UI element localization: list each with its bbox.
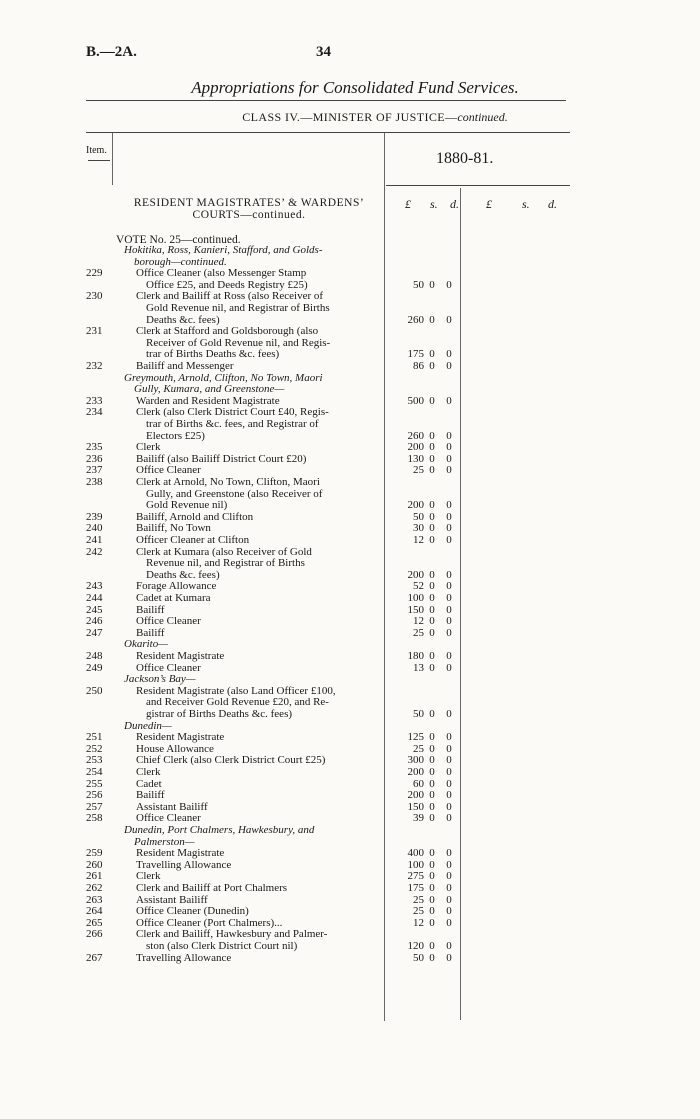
amount-shillings: 0 (429, 650, 435, 662)
item-header-underline (88, 160, 110, 161)
amount-shillings: 0 (429, 441, 435, 454)
description-line: Office Cleaner (136, 465, 201, 477)
location-group-heading (124, 825, 382, 848)
amount-pounds: 260 (407, 429, 424, 442)
item-number: 258 (86, 812, 103, 825)
amount-pence: 0 (446, 766, 452, 778)
amount-pounds: 25 (413, 742, 424, 755)
title-rule (86, 100, 566, 101)
description-line: Travelling Allowance (136, 859, 232, 871)
item-number: 251 (86, 731, 103, 744)
amount-pence: 0 (446, 441, 452, 454)
item-number: 254 (86, 766, 103, 778)
amount-shillings: 0 (429, 951, 435, 964)
amount-pounds: 260 (407, 313, 424, 326)
item-number: 235 (86, 441, 103, 454)
page-number: 34 (316, 44, 331, 60)
amount-pence: 0 (446, 951, 452, 964)
section-heading (116, 197, 382, 221)
amount-shillings: 0 (429, 939, 435, 952)
amount-shillings: 0 (429, 812, 435, 825)
item-description (136, 361, 382, 373)
description-line: Clerk (136, 871, 161, 883)
amount-pence: 0 (446, 592, 452, 604)
item-description (136, 918, 382, 930)
item-number: 241 (86, 534, 103, 546)
item-number: 242 (86, 545, 103, 558)
description-line: gistrar of Births Deaths &c. fees) (146, 708, 293, 720)
amount-pence: 0 (446, 870, 452, 883)
amount-pence: 0 (446, 313, 452, 326)
description-line: House Allowance (136, 743, 214, 755)
item-description (136, 779, 382, 791)
amount-pounds: 12 (413, 615, 424, 628)
item-description (136, 442, 382, 454)
amount-pence: 0 (446, 580, 452, 593)
item-column-header: Item. (86, 145, 107, 156)
amount-pounds: 100 (407, 858, 424, 871)
amount-shillings: 0 (429, 870, 435, 883)
amount-shillings: 0 (429, 858, 435, 871)
amount-pounds: 200 (407, 789, 424, 802)
amount-pounds: 25 (413, 464, 424, 477)
pounds-header-2: £ (486, 197, 492, 211)
description-line: Resident Magistrate (136, 732, 225, 744)
item-description (136, 651, 382, 663)
item-description (136, 523, 382, 535)
item-number: 266 (86, 928, 103, 941)
description-line: Assistant Bailiff (136, 801, 208, 813)
amount-shillings: 0 (429, 568, 435, 581)
amount-shillings: 0 (429, 348, 435, 361)
item-description (136, 790, 382, 802)
item-description (136, 291, 382, 326)
item-number: 262 (86, 882, 103, 894)
location-group-heading (124, 721, 382, 733)
item-number: 265 (86, 916, 103, 929)
location-group-line: Dunedin— (124, 719, 172, 732)
amount-shillings: 0 (429, 278, 435, 291)
location-group-line: Palmerston— (134, 835, 195, 848)
item-number: 253 (86, 754, 103, 767)
amount-pounds: 200 (407, 441, 424, 454)
description-line: Cadet (136, 778, 162, 790)
amount-pounds: 300 (407, 754, 424, 767)
amount-pounds: 175 (407, 882, 424, 894)
amount-pence: 0 (446, 707, 452, 720)
item-description (136, 616, 382, 628)
description-line: Clerk (136, 442, 161, 454)
amount-pounds: 39 (413, 812, 424, 825)
amount-pounds: 180 (407, 650, 424, 662)
amount-pounds: 25 (413, 893, 424, 906)
description-line: Deaths &c. fees) (146, 314, 220, 326)
description-line: Resident Magistrate (136, 848, 225, 860)
amount-shillings: 0 (429, 777, 435, 790)
description-line: Office Cleaner (136, 662, 201, 674)
amount-shillings: 0 (429, 603, 435, 616)
location-group-heading (124, 373, 382, 396)
item-number: 240 (86, 522, 103, 535)
amount-pence: 0 (446, 754, 452, 767)
description-line: Bailiff and Messenger (136, 361, 234, 372)
amount-pence: 0 (446, 278, 452, 291)
description-line: and Receiver Gold Revenue £20, and Re- (146, 697, 329, 709)
item-description (136, 953, 382, 965)
amount-shillings: 0 (429, 313, 435, 326)
description-line: Clerk (also Clerk District Court £40, Regis- (136, 407, 329, 419)
money-column-divider (460, 188, 461, 1020)
amount-pounds: 12 (413, 916, 424, 929)
item-description (136, 883, 382, 895)
amount-pence: 0 (446, 882, 452, 894)
item-description (136, 605, 382, 617)
amount-pounds: 400 (407, 847, 424, 860)
item-number: 261 (86, 870, 103, 883)
amount-pounds: 175 (407, 348, 424, 361)
description-line: Travelling Allowance (136, 952, 232, 964)
amount-pounds: 25 (413, 905, 424, 918)
amount-shillings: 0 (429, 893, 435, 906)
item-description (136, 407, 382, 442)
item-number: 264 (86, 905, 103, 918)
page-title: Appropriations for Consolidated Fund Services. (191, 78, 519, 97)
description-line: Resident Magistrate (also Land Officer £100, (136, 685, 336, 697)
description-line: Forage Allowance (136, 581, 217, 593)
description-line: Officer Cleaner at Clifton (136, 535, 250, 546)
class-heading-suffix: continued. (457, 110, 508, 124)
description-line: Clerk and Bailiff at Ross (also Receiver of (136, 291, 324, 303)
description-line: Office Cleaner (136, 616, 201, 628)
amount-shillings: 0 (429, 522, 435, 535)
item-number: 243 (86, 580, 103, 593)
item-description (136, 512, 382, 524)
amount-shillings: 0 (429, 789, 435, 802)
amount-shillings: 0 (429, 882, 435, 894)
description-line: Cadet at Kumara (136, 593, 211, 604)
amount-pence: 0 (446, 499, 452, 512)
amount-pence: 0 (446, 360, 452, 372)
item-number: 239 (86, 510, 103, 523)
amount-pounds: 30 (413, 522, 424, 535)
description-line: Clerk at Kumara (also Receiver of Gold (136, 546, 312, 558)
amount-shillings: 0 (429, 847, 435, 860)
amount-shillings: 0 (429, 916, 435, 929)
amount-pence: 0 (446, 812, 452, 825)
amount-pence: 0 (446, 905, 452, 918)
section-heading-line-1: RESIDENT MAGISTRATES’ & WARDENS’ (133, 197, 365, 209)
amount-pence: 0 (446, 626, 452, 639)
amount-pounds: 500 (407, 394, 424, 407)
item-description (136, 581, 382, 593)
location-group-line: Greymouth, Arnold, Clifton, No Town, Maori (124, 371, 323, 384)
class-heading (0, 110, 700, 125)
amount-pounds: 275 (407, 870, 424, 883)
item-description (136, 906, 382, 918)
item-number: 245 (86, 603, 103, 616)
amount-pence: 0 (446, 568, 452, 581)
description-line: Warden and Resident Magistrate (136, 395, 280, 407)
item-description (136, 465, 382, 477)
item-number: 237 (86, 464, 103, 477)
pounds-header-1: £ (405, 197, 411, 211)
description-line: Office Cleaner (Port Chalmers)... (136, 917, 283, 929)
description-line: Gold Revenue nil) (146, 500, 228, 512)
amount-pounds: 13 (413, 661, 424, 674)
amount-pence: 0 (446, 847, 452, 860)
description-line: ston (also Clerk District Court nil) (146, 940, 298, 952)
item-number: 256 (86, 789, 103, 802)
amount-pence: 0 (446, 893, 452, 906)
description-line: Electors £25) (146, 430, 205, 442)
pence-header-2: d. (548, 197, 557, 211)
location-group-heading (124, 639, 382, 651)
amount-shillings: 0 (429, 800, 435, 813)
item-number: 259 (86, 847, 103, 860)
item-description (136, 454, 382, 466)
description-line: Office Cleaner (Dunedin) (136, 906, 249, 918)
item-number: 247 (86, 626, 103, 639)
amount-shillings: 0 (429, 754, 435, 767)
description-line: Office £25, and Deeds Registry £25) (146, 279, 308, 291)
description-line: Clerk and Bailiff at Port Chalmers (136, 883, 288, 894)
item-column-divider (112, 133, 113, 185)
item-number: 250 (86, 684, 103, 697)
amount-pence: 0 (446, 858, 452, 871)
item-number: 252 (86, 742, 103, 755)
description-line: Chief Clerk (also Clerk District Court £25) (136, 755, 326, 767)
year-header-rule (386, 185, 570, 186)
amount-pence: 0 (446, 615, 452, 628)
description-line: Resident Magistrate (136, 651, 225, 662)
item-number: 234 (86, 406, 103, 419)
amount-pence: 0 (446, 464, 452, 477)
location-group-line: Gully, Kumara, and Greenstone— (134, 383, 285, 396)
item-description (136, 396, 382, 408)
item-description (136, 871, 382, 883)
item-description (136, 535, 382, 547)
amount-pounds: 130 (407, 452, 424, 465)
amount-pence: 0 (446, 661, 452, 674)
amount-pence: 0 (446, 939, 452, 952)
amount-shillings: 0 (429, 360, 435, 372)
amount-pounds: 200 (407, 499, 424, 512)
location-group-line: Dunedin, Port Chalmers, Hawkesbury, and (124, 824, 315, 836)
item-description (136, 732, 382, 744)
amount-shillings: 0 (429, 580, 435, 593)
item-description (136, 686, 382, 721)
description-line: Receiver of Gold Revenue nil, and Regis- (146, 337, 331, 349)
amount-pence: 0 (446, 650, 452, 662)
item-description (136, 326, 382, 361)
description-line: Bailiff, Arnold and Clifton (136, 511, 254, 523)
amount-pounds: 50 (413, 707, 424, 720)
class-heading-main: CLASS IV.—MINISTER OF JUSTICE— (242, 110, 458, 124)
amount-pounds: 150 (407, 603, 424, 616)
amount-pounds: 86 (413, 360, 424, 372)
description-line: Bailiff (136, 790, 165, 802)
item-description (136, 593, 382, 605)
amount-pence: 0 (446, 522, 452, 535)
amount-pence: 0 (446, 916, 452, 929)
amount-shillings: 0 (429, 707, 435, 720)
description-line: Revenue nil, and Registrar of Births (146, 558, 305, 570)
amount-shillings: 0 (429, 905, 435, 918)
item-number: 244 (86, 592, 103, 604)
description-line: trar of Births Deaths &c. fees) (146, 349, 280, 361)
shillings-header-2: s. (522, 197, 530, 211)
description-line: Clerk (136, 767, 161, 778)
amount-shillings: 0 (429, 766, 435, 778)
amount-shillings: 0 (429, 429, 435, 442)
description-line: Gold Revenue nil, and Registrar of Births (146, 302, 330, 314)
description-line: Gully, and Greenstone (also Receiver of (146, 488, 323, 500)
amount-pence: 0 (446, 534, 452, 546)
item-description (136, 628, 382, 640)
vote-label: VOTE No. 25—continued. (116, 234, 241, 246)
amount-pounds: 200 (407, 568, 424, 581)
description-line: Clerk at Arnold, No Town, Clifton, Maori (136, 477, 320, 488)
location-group-line: Okarito— (124, 638, 168, 651)
amount-shillings: 0 (429, 742, 435, 755)
item-description (136, 802, 382, 814)
description-line: Bailiff (also Bailiff District Court £20) (136, 453, 307, 465)
location-group-line: Hokitika, Ross, Kanieri, Stafford, and Golds- (124, 244, 323, 256)
item-number: 229 (86, 267, 103, 280)
description-line: Assistant Bailiff (136, 894, 208, 906)
description-line: Office Cleaner (136, 813, 201, 825)
item-number: 238 (86, 476, 103, 488)
description-column-divider (384, 133, 385, 1021)
description-line: Bailiff (136, 604, 165, 616)
item-number: 267 (86, 951, 103, 964)
amount-pounds: 120 (407, 939, 424, 952)
amount-pounds: 50 (413, 951, 424, 964)
item-number: 257 (86, 800, 103, 813)
amount-pounds: 100 (407, 592, 424, 604)
amount-shillings: 0 (429, 592, 435, 604)
item-description (136, 929, 382, 952)
item-number: 233 (86, 394, 103, 407)
amount-pounds: 52 (413, 580, 424, 593)
description-line: Bailiff (136, 627, 165, 639)
amount-pounds: 12 (413, 534, 424, 546)
description-line: trar of Births &c. fees, and Registrar of (146, 418, 319, 430)
amount-shillings: 0 (429, 394, 435, 407)
location-group-line: Jackson’s Bay— (124, 673, 196, 686)
item-number: 249 (86, 661, 103, 674)
item-description (136, 744, 382, 756)
amount-shillings: 0 (429, 510, 435, 523)
item-number: 260 (86, 858, 103, 871)
amount-shillings: 0 (429, 464, 435, 477)
amount-pence: 0 (446, 429, 452, 442)
amount-shillings: 0 (429, 499, 435, 512)
section-heading-line-2: COURTS—continued. (192, 209, 306, 221)
amount-pounds: 200 (407, 766, 424, 778)
location-group-line: borough—continued. (134, 255, 227, 268)
amount-pence: 0 (446, 394, 452, 407)
amount-shillings: 0 (429, 626, 435, 639)
document-reference: B.—2A. (86, 44, 137, 60)
amount-pounds: 60 (413, 777, 424, 790)
amount-shillings: 0 (429, 615, 435, 628)
item-description (136, 477, 382, 512)
amount-shillings: 0 (429, 661, 435, 674)
item-number: 232 (86, 360, 103, 372)
year-column-header: 1880-81. (436, 150, 494, 167)
item-number: 231 (86, 325, 103, 338)
amount-shillings: 0 (429, 534, 435, 546)
item-number: 255 (86, 777, 103, 790)
amount-pence: 0 (446, 731, 452, 744)
item-number: 263 (86, 893, 103, 906)
item-number: 246 (86, 615, 103, 628)
shillings-header-1: s. (430, 197, 438, 211)
amount-pounds: 25 (413, 626, 424, 639)
location-group-heading (124, 674, 382, 686)
item-description (136, 848, 382, 860)
item-description (136, 860, 382, 872)
item-description (136, 268, 382, 291)
amount-pence: 0 (446, 603, 452, 616)
item-description (136, 755, 382, 767)
amount-pounds: 150 (407, 800, 424, 813)
header-rule-top (86, 132, 570, 133)
item-number: 236 (86, 452, 103, 465)
item-number: 248 (86, 650, 103, 662)
description-line: Clerk at Stafford and Goldsborough (also (136, 326, 319, 338)
amount-pounds: 50 (413, 278, 424, 291)
pence-header-1: d. (450, 197, 459, 211)
item-number: 230 (86, 290, 103, 303)
amount-pounds: 125 (407, 731, 424, 744)
item-description (136, 767, 382, 779)
description-line: Bailiff, No Town (136, 523, 211, 535)
amount-pence: 0 (446, 800, 452, 813)
amount-pence: 0 (446, 789, 452, 802)
amount-pence: 0 (446, 742, 452, 755)
location-group-heading (124, 245, 382, 268)
description-line: Clerk and Bailiff, Hawkesbury and Palmer- (136, 929, 328, 941)
description-line: Deaths &c. fees) (146, 569, 220, 581)
amount-pence: 0 (446, 452, 452, 465)
amount-pounds: 50 (413, 510, 424, 523)
description-line: Office Cleaner (also Messenger Stamp (136, 268, 307, 280)
amount-shillings: 0 (429, 731, 435, 744)
item-description (136, 547, 382, 582)
amount-pence: 0 (446, 510, 452, 523)
amount-shillings: 0 (429, 452, 435, 465)
amount-pence: 0 (446, 777, 452, 790)
item-description (136, 895, 382, 907)
amount-pence: 0 (446, 348, 452, 361)
